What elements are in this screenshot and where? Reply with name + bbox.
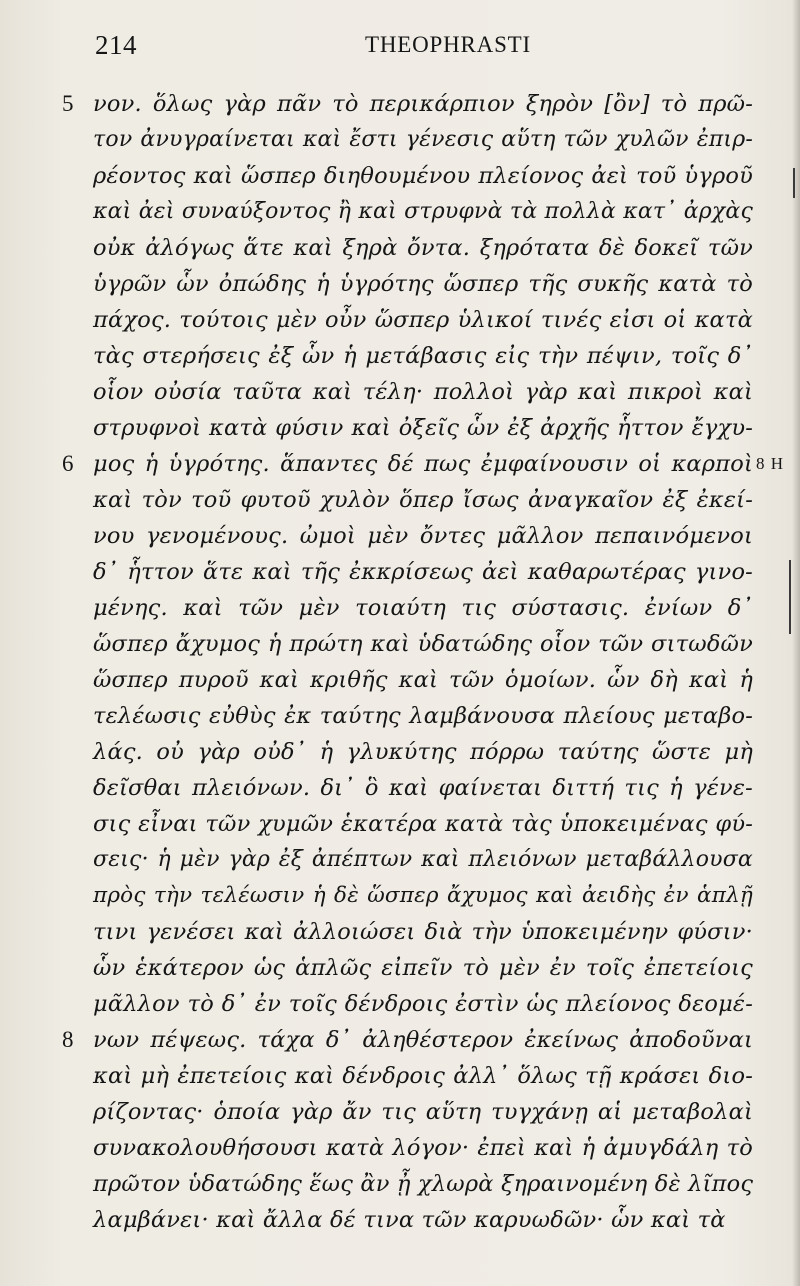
line-text: μος ἡ ὑγρότης. ἅπαντες δέ πως ἐμφαίνουσιν οἱ καρποὶ [93,451,753,477]
page-header [95,30,695,70]
line-text: νων πέψεως. τάχα δ᾽ ἀληθέστερον ἐκείνως ἀποδοῦναι [93,1027,753,1053]
text-line [0,950,800,986]
line-text: καὶ ἀεὶ συναύξοντος ἢ καὶ στρυφνὰ τὰ πολλὰ κατ᾽ ἀρχὰς [93,199,753,224]
line-text: λαμβάνει· καὶ ἄλλα δέ τινα τῶν καρυωδῶν· ὧν καὶ τὰ [93,1207,726,1233]
line-text: καὶ τὸν τοῦ φυτοῦ χυλὸν ὅπερ ἴσως ἀναγκαῖον ἐξ ἐκεί- [93,487,753,513]
line-text: πρῶτον ὑδατώδης ἕως ἂν ᾖ χλωρὰ ξηραινομένη δὲ λῖπος [93,1171,754,1197]
line-text: στρυφνοὶ κατὰ φύσιν καὶ ὀξεῖς ὧν ἐξ ἀρχῆς ἧττον ἔγχυ- [93,415,753,441]
text-line [0,914,800,950]
line-text: ὧν ἑκάτερον ὡς ἁπλῶς εἰπεῖν τὸ μὲν ἐν τοῖς ἐπετείοις [93,955,753,981]
line-text: δεῖσθαι πλειόνων. δι᾽ ὃ καὶ φαίνεται διττή τις ἡ γένε- [93,775,753,801]
line-text: ὥσπερ ἄχυμος ἡ πρώτη καὶ ὑδατώδης οἷον τῶν σιτωδῶν [93,631,753,657]
text-line [0,554,800,590]
text-line [0,1094,800,1130]
line-text: μᾶλλον τὸ δ᾽ ἐν τοῖς δένδροις ἐστὶν ὡς πλείονος δεομέ- [93,991,753,1017]
text-line [0,374,800,410]
text-line [0,122,800,158]
text-line [0,1058,800,1094]
line-text: μένης. καὶ τῶν μὲν τοιαύτη τις σύστασις. ἐνίων δ᾽ [93,595,753,621]
line-text: καὶ μὴ ἐπετείοις καὶ δένδροις ἀλλ᾽ ὅλως τῇ κράσει διο- [93,1063,753,1089]
line-text: τον ἀνυγραίνεται καὶ ἔστι γένεσις αὕτη τῶν χυλῶν ἐπιρ- [93,127,753,152]
text-line [0,1166,800,1202]
line-text: λάς. οὐ γὰρ οὐδ᾽ ἡ γλυκύτης πόρρω ταύτης ὥστε μὴ [93,739,753,765]
line-number: 6 [62,451,74,476]
line-text: τελέωσις εὐθὺς ἐκ ταύτης λαμβάνουσα πλείους μεταβο- [93,703,753,729]
text-line [0,266,800,302]
text-line [0,482,800,518]
running-head: THEOPHRASTI [365,32,531,57]
text-line [0,86,800,122]
line-number: 8 [62,1027,74,1052]
text-line [0,734,800,770]
greek-text-body [0,86,800,1238]
margin-reference: 8 H [756,454,785,473]
text-line [0,230,800,266]
line-text: ὥσπερ πυροῦ καὶ κριθῆς καὶ τῶν ὁμοίων. ὧν δὴ καὶ ἡ [93,667,753,693]
page-number: 214 [95,30,137,60]
line-text: ρίζοντας· ὁποία γὰρ ἄν τις αὕτη τυγχάνῃ αἱ μεταβολαὶ [93,1099,753,1125]
margin-rule-mark [793,168,795,198]
line-number: 5 [62,91,74,116]
text-line [0,662,800,698]
text-line [0,626,800,662]
line-text: οἷον οὐσία ταῦτα καὶ τέλη· πολλοὶ γὰρ καὶ πικροὶ καὶ [93,379,753,405]
text-line [0,302,800,338]
text-line [0,806,800,842]
text-line [0,590,800,626]
text-line [0,1130,800,1166]
line-text: συνακολουθήσουσι κατὰ λόγον· ἐπεὶ καὶ ἡ ἀμυγδάλη τὸ [93,1135,753,1161]
line-text: ὑγρῶν ὧν ὀπώδης ἡ ὑγρότης ὥσπερ τῆς συκῆς κατὰ τὸ [93,271,753,297]
text-line [0,446,800,482]
line-text: σις εἶναι τῶν χυμῶν ἑκατέρα κατὰ τὰς ὑποκειμένας φύ- [93,811,753,837]
margin-rule-mark [789,594,791,634]
line-text: τινι γενέσει καὶ ἀλλοιώσει διὰ τὴν ὑποκειμένην φύσιν· [93,919,753,945]
text-line [0,410,800,446]
line-text: πρὸς τὴν τελέωσιν ἡ δὲ ὥσπερ ἄχυμος καὶ ἀειδὴς ἐν ἁπλῇ [93,883,753,908]
text-line [0,518,800,554]
line-text: δ᾽ ἧττον ἅτε καὶ τῆς ἐκκρίσεως ἀεὶ καθαρωτέρας γινο- [93,559,753,585]
text-line [0,986,800,1022]
line-text: τὰς στερήσεις ἐξ ὧν ἡ μετάβασις εἰς τὴν πέψιν, τοῖς δ᾽ [93,343,753,369]
text-line [0,770,800,806]
text-line [0,338,800,374]
text-line [0,1202,800,1238]
text-line [0,194,800,230]
line-text: νον. ὅλως γὰρ πᾶν τὸ περικάρπιον ξηρὸν [ὂν] τὸ πρῶ- [93,91,753,117]
line-text: πάχος. τούτοις μὲν οὖν ὥσπερ ὑλικοί τινές εἰσι οἱ κατὰ [93,307,753,333]
text-line [0,842,800,878]
line-text: οὐκ ἀλόγως ἅτε καὶ ξηρὰ ὄντα. ξηρότατα δὲ δοκεῖ τῶν [93,235,753,261]
text-line [0,698,800,734]
text-line [0,878,800,914]
line-text: νου γενομένους. ὠμοὶ μὲν ὄντες μᾶλλον πεπαινόμενοι [93,523,753,549]
line-text: σεις· ἡ μὲν γὰρ ἐξ ἀπέπτων καὶ πλειόνων μεταβάλλουσα [93,847,753,872]
line-text: ρέοντος καὶ ὥσπερ διηθουμένου πλείονος ἀεὶ τοῦ ὑγροῦ [93,163,753,189]
text-line [0,158,800,194]
text-line [0,1022,800,1058]
